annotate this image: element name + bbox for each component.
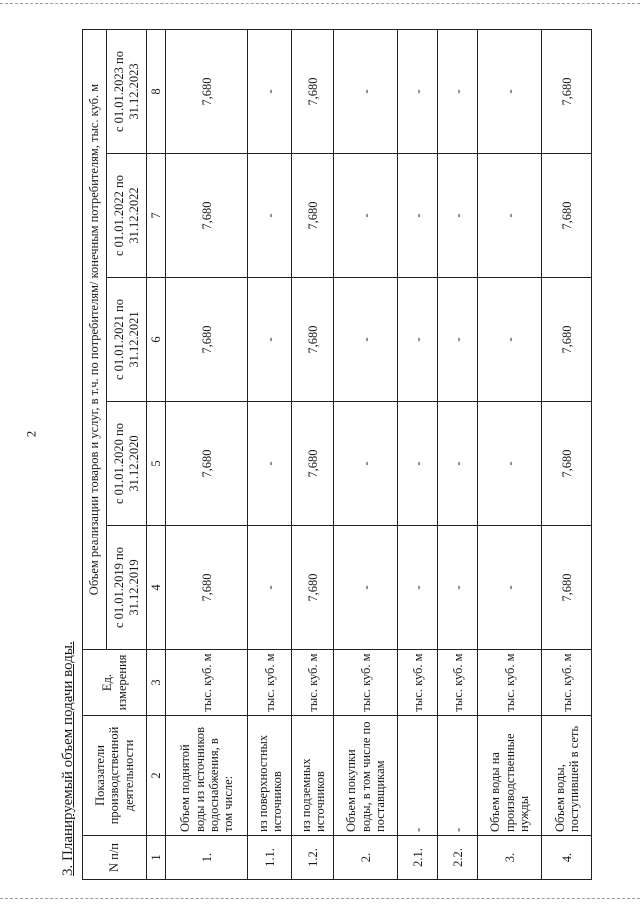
table-row	[292, 29, 334, 879]
table-row	[248, 29, 292, 879]
col-number: 1	[147, 836, 166, 880]
row-value: 7,680	[166, 154, 248, 278]
row-value: -	[438, 526, 478, 650]
row-num: 2.2.	[438, 836, 478, 880]
row-num: 4.	[542, 836, 592, 880]
row-indicator: Объем воды, поступившей в сеть	[542, 716, 592, 836]
row-value: 7,680	[542, 29, 592, 153]
row-value: 7,680	[542, 278, 592, 402]
row-indicator: Объем воды на производственные нужды	[478, 716, 542, 836]
table-row	[334, 29, 398, 879]
row-value: -	[248, 526, 292, 650]
row-value: -	[334, 402, 398, 526]
row-num: 2.1.	[398, 836, 438, 880]
row-num: 1.	[166, 836, 248, 880]
row-unit: тыс. куб. м	[478, 650, 542, 716]
col-number: 5	[147, 402, 166, 526]
row-value: 7,680	[542, 154, 592, 278]
row-value: -	[478, 402, 542, 526]
row-num: 2.	[334, 836, 398, 880]
col-number: 4	[147, 526, 166, 650]
section-title: 3. Планируемый объем подачи воды.	[60, 641, 76, 876]
row-indicator: Объем поднятой воды из источников водоснабжения, в том числе:	[166, 716, 248, 836]
row-indicator: из подземных источников	[292, 716, 334, 836]
header-indicator: Показатели производственной деятельности	[83, 716, 147, 836]
row-value: 7,680	[292, 278, 334, 402]
col-number: 7	[147, 154, 166, 278]
col-number: 6	[147, 278, 166, 402]
header-period-2020: с 01.01.2020 по 31.12.2020	[107, 402, 147, 526]
header-period-2022: с 01.01.2022 по 31.12.2022	[107, 154, 147, 278]
row-value: -	[438, 154, 478, 278]
row-unit: тыс. куб. м	[438, 650, 478, 716]
row-value: -	[398, 278, 438, 402]
table-row	[398, 29, 438, 879]
row-value: 7,680	[542, 402, 592, 526]
row-value: 7,680	[292, 402, 334, 526]
table-row	[542, 29, 592, 879]
rotated-content	[56, 30, 586, 880]
row-value: -	[398, 402, 438, 526]
header-num: N п/п	[83, 836, 147, 880]
row-indicator: Объем покупки воды, в том числе по поставщикам	[334, 716, 398, 836]
table-row	[478, 29, 542, 879]
row-num: 1.2.	[292, 836, 334, 880]
header-volume-group: Объем реализации товаров и услуг, в т.ч. по потребителям/ конечным потребителям, тыс. куб. м	[83, 29, 107, 649]
table-row	[166, 29, 248, 879]
row-unit: тыс. куб. м	[334, 650, 398, 716]
scan-edge-top	[0, 3, 640, 4]
row-value: -	[334, 278, 398, 402]
col-number: 3	[147, 650, 166, 716]
row-unit: тыс. куб. м	[398, 650, 438, 716]
water-supply-table	[82, 29, 592, 880]
row-num: 3.	[478, 836, 542, 880]
row-num: 1.1.	[248, 836, 292, 880]
row-indicator: -	[398, 716, 438, 836]
column-number-row	[147, 29, 166, 879]
row-value: -	[478, 526, 542, 650]
row-value: -	[248, 29, 292, 153]
header-period-2023: с 01.01.2023 по 31.12.2023	[107, 29, 147, 153]
row-value: -	[334, 526, 398, 650]
row-value: -	[438, 29, 478, 153]
row-value: 7,680	[166, 278, 248, 402]
row-unit: тыс. куб. м	[542, 650, 592, 716]
header-period-2019: с 01.01.2019 по 31.12.2019	[107, 526, 147, 650]
table-row	[438, 29, 478, 879]
row-value: 7,680	[166, 526, 248, 650]
row-unit: тыс. куб. м	[292, 650, 334, 716]
row-value: -	[334, 154, 398, 278]
col-number: 8	[147, 29, 166, 153]
row-value: -	[334, 29, 398, 153]
row-value: -	[438, 402, 478, 526]
row-unit: тыс. куб. м	[166, 650, 248, 716]
row-indicator: -	[438, 716, 478, 836]
page-number: 2	[23, 430, 39, 438]
row-value: -	[398, 154, 438, 278]
row-value: 7,680	[292, 526, 334, 650]
row-unit: тыс. куб. м	[248, 650, 292, 716]
row-value: -	[248, 154, 292, 278]
row-value: 7,680	[292, 29, 334, 153]
row-value: -	[398, 526, 438, 650]
header-row-top	[83, 29, 107, 879]
row-value: -	[478, 278, 542, 402]
scan-edge-bottom	[0, 898, 640, 899]
row-indicator: из поверхностных источников	[248, 716, 292, 836]
row-value: -	[478, 154, 542, 278]
row-value: -	[398, 29, 438, 153]
col-number: 2	[147, 716, 166, 836]
row-value: 7,680	[292, 154, 334, 278]
row-value: 7,680	[166, 402, 248, 526]
row-value: -	[438, 278, 478, 402]
row-value: -	[248, 278, 292, 402]
header-period-2021: с 01.01.2021 по 31.12.2021	[107, 278, 147, 402]
row-value: -	[478, 29, 542, 153]
row-value: -	[248, 402, 292, 526]
row-value: 7,680	[166, 29, 248, 153]
row-value: 7,680	[542, 526, 592, 650]
header-unit: Ед. измерения	[83, 650, 147, 716]
